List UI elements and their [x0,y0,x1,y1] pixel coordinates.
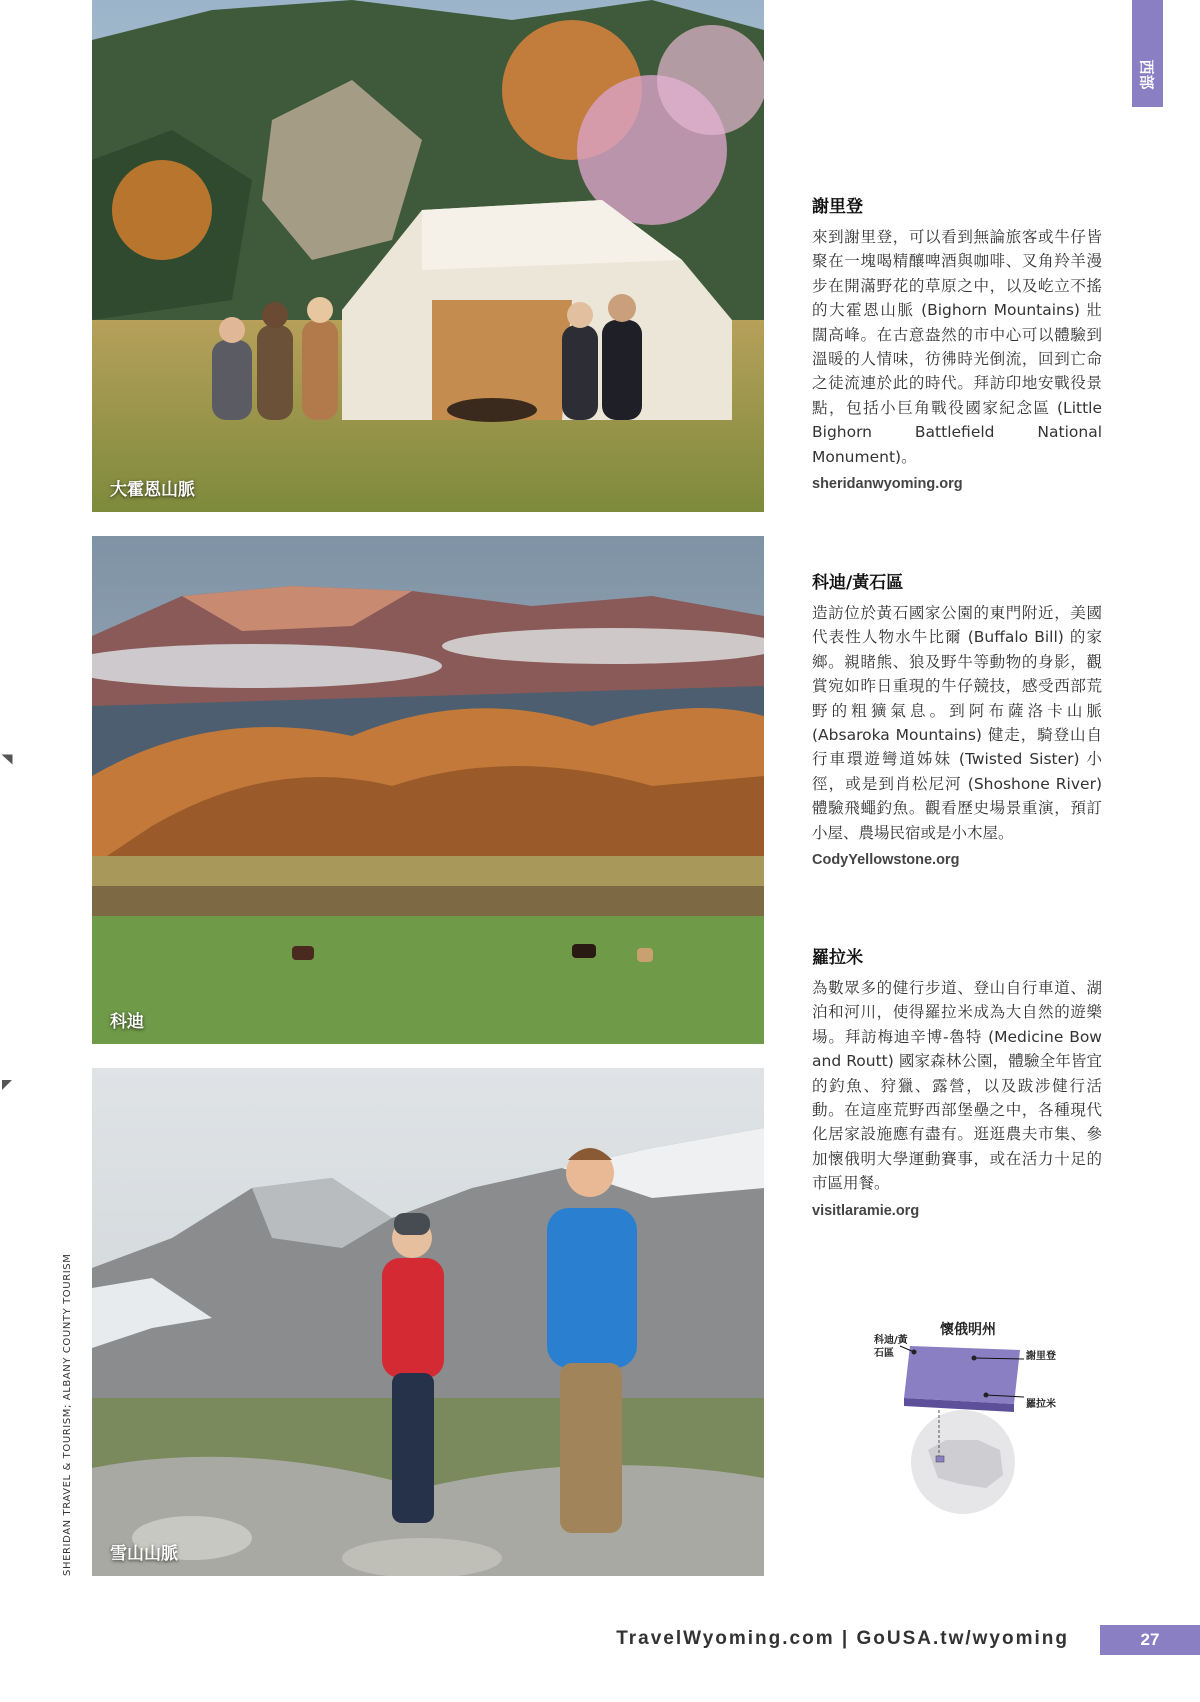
section-tab [1132,0,1163,107]
city-url-link[interactable]: visitlaramie.org [812,1202,920,1219]
map-label-sheridan: 謝里登 [1026,1351,1056,1362]
photo-caption: 大霍恩山脈 [110,480,195,500]
section-tab-label: 西部 [1137,59,1156,90]
photo-caption: 雪山山脈 [110,1544,178,1564]
photo-credit: SHERIDAN TRAVEL & TOURISM; ALBANY COUNTY TOURISM [62,1253,73,1576]
photo-cody-illustration [92,536,764,1044]
photo-cody [92,536,764,1044]
city-section-laramie [812,943,1102,1219]
page-number: 27 [1100,1625,1200,1655]
footer-url[interactable]: TravelWyoming.com | GoUSA.tw/wyoming [616,1628,1069,1649]
photo-bighorn-illustration [92,0,764,512]
wyoming-state-shape [904,1346,1020,1404]
photo-bighorn-mountains [92,0,764,512]
city-body: 為數眾多的健行步道、登山自行車道、湖泊和河川，使得羅拉米成為大自然的遊樂場。拜訪梅迪辛博-魯特 (Medicine Bow and Routt) 國家森林公園，體驗全年皆宜的釣魚、狩獵、露營，以及跋涉健行活動。在這座荒野西部堡壘之中，各種現代化居家設施應有盡有。逛逛農夫市集、參加懷俄明大學運動賽事，或在活力十足的市區用餐。 [812,979,1102,1193]
photo-snowy-range-illustration [92,1068,764,1576]
crop-mark [2,1080,12,1090]
city-title: 羅拉米 [812,948,863,968]
map-title: 懷俄明州 [940,1322,996,1338]
crop-mark [2,755,13,765]
city-body: 造訪位於黃石國家公園的東門附近，美國代表性人物水牛比爾 (Buffalo Bill) 的家鄉。親睹熊、狼及野牛等動物的身影，觀賞宛如昨日重現的牛仔競技，感受西部荒野的粗獷氣息。到阿布薩洛卡山脈 (Absaroka Mountains) 健走，騎登山自行車環遊彎道姊妹 (Twisted Sister) 小徑，或是到肖松尼河 (Shoshone River) 體驗飛蠅釣魚。觀看歷史場景重演，預訂小屋、農場民宿或是小木屋。 [812,604,1102,842]
city-body: 來到謝里登，可以看到無論旅客或牛仔皆聚在一塊喝精釀啤酒與咖啡、叉角羚羊漫步在開滿野花的草原之中，以及屹立不搖的大霍恩山脈 (Bighorn Mountains) 壯闊高峰。在古意盎然的市中心可以體驗到溫暖的人情味，彷彿時光倒流，回到亡命之徒流連於此的時代。拜訪印地安戰役景點，包括小巨角戰役國家紀念區 (Little Bighorn Battlefield National Monument)。 [812,228,1102,466]
city-section-cody [812,568,1102,868]
city-section-sheridan [812,192,1102,492]
map-label-laramie: 羅拉米 [1026,1399,1056,1410]
city-title: 科迪/黃石區 [812,573,904,593]
city-url-link[interactable]: sheridanwyoming.org [812,476,963,493]
map-pin-laramie [984,1393,989,1398]
map-pin-cody [912,1350,917,1355]
wyoming-locator-map [868,1310,1068,1520]
city-title: 謝里登 [812,197,863,217]
map-pin-sheridan [972,1356,977,1361]
map-label-cody: 科迪/黃石區 [874,1335,908,1359]
photo-snowy-range [92,1068,764,1576]
city-url-link[interactable]: CodyYellowstone.org [812,852,960,869]
photo-caption: 科迪 [110,1012,144,1032]
